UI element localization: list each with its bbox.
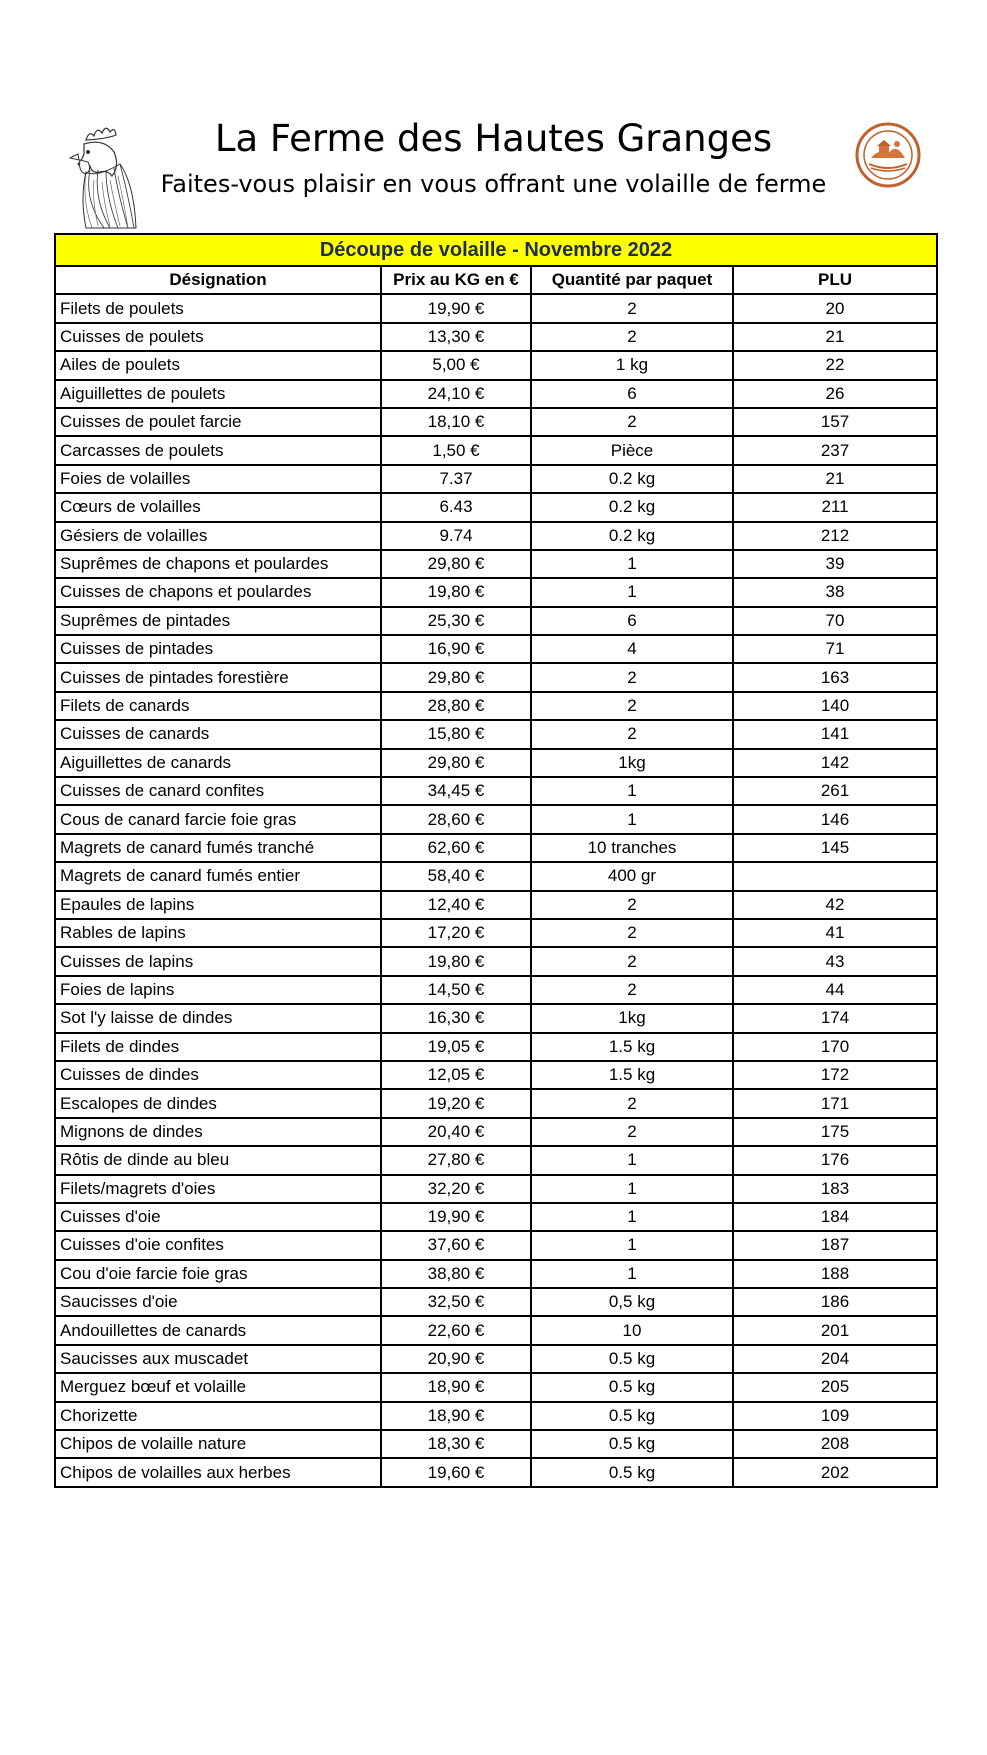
cell-designation: Filets/magrets d'oies xyxy=(55,1175,381,1203)
cell-price: 19,80 € xyxy=(381,947,531,975)
cell-price: 7.37 xyxy=(381,465,531,493)
table-row xyxy=(55,976,937,1004)
cell-price: 20,90 € xyxy=(381,1345,531,1373)
table-banner: Découpe de volaille - Novembre 2022 xyxy=(55,234,937,266)
cell-plu: 211 xyxy=(733,493,937,521)
cell-quantity: 2 xyxy=(531,408,733,436)
cell-designation: Foies de lapins xyxy=(55,976,381,1004)
cell-designation: Suprêmes de chapons et poulardes xyxy=(55,550,381,578)
cell-plu: 176 xyxy=(733,1146,937,1174)
table-row xyxy=(55,578,937,606)
table-row xyxy=(55,550,937,578)
table-row xyxy=(55,1146,937,1174)
cell-price: 19,60 € xyxy=(381,1458,531,1486)
cell-price: 15,80 € xyxy=(381,720,531,748)
cell-price: 17,20 € xyxy=(381,919,531,947)
cell-quantity: 0,5 kg xyxy=(531,1288,733,1316)
cell-plu: 43 xyxy=(733,947,937,975)
table-row xyxy=(55,1175,937,1203)
table-header-row xyxy=(55,266,937,294)
cell-designation: Mignons de dindes xyxy=(55,1118,381,1146)
cell-plu: 187 xyxy=(733,1231,937,1259)
cell-quantity: 1 kg xyxy=(531,351,733,379)
cell-quantity: 10 tranches xyxy=(531,834,733,862)
cell-designation: Aiguillettes de canards xyxy=(55,749,381,777)
cell-price: 9.74 xyxy=(381,522,531,550)
table-body xyxy=(55,294,937,1486)
cell-price: 18,90 € xyxy=(381,1402,531,1430)
cell-quantity: 0.5 kg xyxy=(531,1458,733,1486)
cell-price: 18,30 € xyxy=(381,1430,531,1458)
table-row xyxy=(55,777,937,805)
table-row xyxy=(55,465,937,493)
cell-price: 32,50 € xyxy=(381,1288,531,1316)
cell-plu: 22 xyxy=(733,351,937,379)
cell-price: 5,00 € xyxy=(381,351,531,379)
cell-designation: Saucisses d'oie xyxy=(55,1288,381,1316)
table-banner-row xyxy=(55,234,937,266)
cell-plu: 39 xyxy=(733,550,937,578)
cell-plu: 208 xyxy=(733,1430,937,1458)
cell-quantity: 1 xyxy=(531,1175,733,1203)
cell-designation: Ailes de poulets xyxy=(55,351,381,379)
cell-quantity: 1.5 kg xyxy=(531,1061,733,1089)
cell-plu: 140 xyxy=(733,692,937,720)
cell-price: 22,60 € xyxy=(381,1316,531,1344)
cell-plu: 42 xyxy=(733,891,937,919)
cell-designation: Cuisses de pintades xyxy=(55,635,381,663)
cell-designation: Cuisses de chapons et poulardes xyxy=(55,578,381,606)
cell-price: 28,80 € xyxy=(381,692,531,720)
cell-designation: Chipos de volailles aux herbes xyxy=(55,1458,381,1486)
page-subtitle: Faites-vous plaisir en vous offrant une volaille de ferme xyxy=(160,170,827,198)
cell-price: 18,90 € xyxy=(381,1373,531,1401)
cell-price: 19,20 € xyxy=(381,1089,531,1117)
cell-price: 28,60 € xyxy=(381,805,531,833)
cell-plu: 20 xyxy=(733,294,937,322)
cell-designation: Filets de canards xyxy=(55,692,381,720)
cell-plu: 183 xyxy=(733,1175,937,1203)
cell-designation: Cuisses de dindes xyxy=(55,1061,381,1089)
cell-designation: Suprêmes de pintades xyxy=(55,607,381,635)
cell-plu: 70 xyxy=(733,607,937,635)
cell-plu: 174 xyxy=(733,1004,937,1032)
table-row xyxy=(55,436,937,464)
header-designation: Désignation xyxy=(55,266,381,294)
cell-quantity: 1 xyxy=(531,805,733,833)
cell-plu: 21 xyxy=(733,323,937,351)
cell-price: 32,20 € xyxy=(381,1175,531,1203)
table-row xyxy=(55,919,937,947)
cell-designation: Epaules de lapins xyxy=(55,891,381,919)
cell-designation: Cuisses de lapins xyxy=(55,947,381,975)
cell-plu: 26 xyxy=(733,380,937,408)
cell-price: 14,50 € xyxy=(381,976,531,1004)
cell-quantity: 1 xyxy=(531,1146,733,1174)
cell-plu: 170 xyxy=(733,1033,937,1061)
table-row xyxy=(55,947,937,975)
cell-quantity: 2 xyxy=(531,891,733,919)
cell-quantity: 2 xyxy=(531,1089,733,1117)
table-row xyxy=(55,1373,937,1401)
cell-price: 19,90 € xyxy=(381,294,531,322)
cell-quantity: 0.5 kg xyxy=(531,1345,733,1373)
cell-plu: 204 xyxy=(733,1345,937,1373)
cell-plu: 71 xyxy=(733,635,937,663)
cell-designation: Gésiers de volailles xyxy=(55,522,381,550)
cell-designation: Saucisses aux muscadet xyxy=(55,1345,381,1373)
cell-price: 37,60 € xyxy=(381,1231,531,1259)
cell-quantity: 2 xyxy=(531,919,733,947)
cell-price: 19,90 € xyxy=(381,1203,531,1231)
cell-price: 58,40 € xyxy=(381,862,531,890)
cell-plu: 109 xyxy=(733,1402,937,1430)
header-quantity: Quantité par paquet xyxy=(531,266,733,294)
cell-price: 13,30 € xyxy=(381,323,531,351)
cell-designation: Sot l'y laisse de dindes xyxy=(55,1004,381,1032)
cell-quantity: 1 xyxy=(531,550,733,578)
cell-quantity: 1.5 kg xyxy=(531,1033,733,1061)
table-row xyxy=(55,1061,937,1089)
cell-quantity: 0.2 kg xyxy=(531,465,733,493)
cell-quantity: 1kg xyxy=(531,1004,733,1032)
table-row xyxy=(55,380,937,408)
cell-quantity: 10 xyxy=(531,1316,733,1344)
cell-price: 19,80 € xyxy=(381,578,531,606)
table-row xyxy=(55,749,937,777)
cell-plu: 21 xyxy=(733,465,937,493)
table-row xyxy=(55,1118,937,1146)
cell-plu: 171 xyxy=(733,1089,937,1117)
cell-quantity: 0.2 kg xyxy=(531,522,733,550)
cell-price: 24,10 € xyxy=(381,380,531,408)
cell-price: 29,80 € xyxy=(381,749,531,777)
cell-price: 12,40 € xyxy=(381,891,531,919)
cell-plu: 188 xyxy=(733,1260,937,1288)
cell-quantity: 0.2 kg xyxy=(531,493,733,521)
cell-designation: Chorizette xyxy=(55,1402,381,1430)
table-row xyxy=(55,1033,937,1061)
cell-designation: Cou d'oie farcie foie gras xyxy=(55,1260,381,1288)
cell-price: 38,80 € xyxy=(381,1260,531,1288)
table-row xyxy=(55,891,937,919)
table-row xyxy=(55,607,937,635)
cell-quantity: 2 xyxy=(531,663,733,691)
cell-quantity: 400 gr xyxy=(531,862,733,890)
cell-plu: 141 xyxy=(733,720,937,748)
cell-price: 16,90 € xyxy=(381,635,531,663)
cell-price: 6.43 xyxy=(381,493,531,521)
cell-designation: Filets de poulets xyxy=(55,294,381,322)
cell-quantity: 2 xyxy=(531,720,733,748)
table-row xyxy=(55,493,937,521)
cell-price: 19,05 € xyxy=(381,1033,531,1061)
table-row xyxy=(55,1231,937,1259)
cell-quantity: 0.5 kg xyxy=(531,1373,733,1401)
table-row xyxy=(55,1458,937,1486)
cell-quantity: 6 xyxy=(531,607,733,635)
cell-designation: Cuisses de canards xyxy=(55,720,381,748)
cell-designation: Rables de lapins xyxy=(55,919,381,947)
cell-plu: 163 xyxy=(733,663,937,691)
cell-quantity: 2 xyxy=(531,976,733,1004)
table-row xyxy=(55,834,937,862)
cell-plu: 184 xyxy=(733,1203,937,1231)
cell-price: 29,80 € xyxy=(381,663,531,691)
cell-price: 27,80 € xyxy=(381,1146,531,1174)
table-row xyxy=(55,522,937,550)
cell-quantity: 0.5 kg xyxy=(531,1402,733,1430)
cell-plu: 142 xyxy=(733,749,937,777)
cell-quantity: 1 xyxy=(531,1203,733,1231)
cell-price: 12,05 € xyxy=(381,1061,531,1089)
cell-designation: Magrets de canard fumés tranché xyxy=(55,834,381,862)
cell-plu: 175 xyxy=(733,1118,937,1146)
cell-designation: Escalopes de dindes xyxy=(55,1089,381,1117)
cell-plu: 38 xyxy=(733,578,937,606)
cell-plu: 41 xyxy=(733,919,937,947)
cell-price: 18,10 € xyxy=(381,408,531,436)
cell-plu: 212 xyxy=(733,522,937,550)
table-row xyxy=(55,1345,937,1373)
cell-designation: Cuisses d'oie xyxy=(55,1203,381,1231)
page-header xyxy=(0,0,987,230)
table-row xyxy=(55,1004,937,1032)
cell-designation: Andouillettes de canards xyxy=(55,1316,381,1344)
table-row xyxy=(55,1316,937,1344)
cell-price: 34,45 € xyxy=(381,777,531,805)
table-row xyxy=(55,351,937,379)
cell-plu: 172 xyxy=(733,1061,937,1089)
table-row xyxy=(55,862,937,890)
cell-quantity: 1 xyxy=(531,578,733,606)
table-row xyxy=(55,1430,937,1458)
cell-plu: 237 xyxy=(733,436,937,464)
cell-quantity: 4 xyxy=(531,635,733,663)
table-row xyxy=(55,805,937,833)
cell-quantity: 1 xyxy=(531,777,733,805)
cell-price: 25,30 € xyxy=(381,607,531,635)
page-title: La Ferme des Hautes Granges xyxy=(214,117,773,160)
cell-plu: 201 xyxy=(733,1316,937,1344)
cell-quantity: 2 xyxy=(531,692,733,720)
cell-designation: Cœurs de volailles xyxy=(55,493,381,521)
cell-designation: Carcasses de poulets xyxy=(55,436,381,464)
table-row xyxy=(55,720,937,748)
cell-plu: 186 xyxy=(733,1288,937,1316)
cell-quantity: 2 xyxy=(531,323,733,351)
cell-designation: Cuisses de poulet farcie xyxy=(55,408,381,436)
cell-quantity: 1kg xyxy=(531,749,733,777)
table-row xyxy=(55,1203,937,1231)
cell-designation: Cuisses de pintades forestière xyxy=(55,663,381,691)
cell-designation: Filets de dindes xyxy=(55,1033,381,1061)
cell-quantity: 2 xyxy=(531,1118,733,1146)
cell-designation: Cuisses de poulets xyxy=(55,323,381,351)
table-row xyxy=(55,1260,937,1288)
cell-designation: Aiguillettes de poulets xyxy=(55,380,381,408)
cell-quantity: 6 xyxy=(531,380,733,408)
cell-plu xyxy=(733,862,937,890)
cell-plu: 44 xyxy=(733,976,937,1004)
cell-price: 16,30 € xyxy=(381,1004,531,1032)
table-row xyxy=(55,1089,937,1117)
cell-quantity: 1 xyxy=(531,1260,733,1288)
cell-designation: Cuisses de canard confites xyxy=(55,777,381,805)
header-plu: PLU xyxy=(733,266,937,294)
farm-seal-icon xyxy=(853,120,923,190)
cell-quantity: 1 xyxy=(531,1231,733,1259)
table-row xyxy=(55,323,937,351)
table-row xyxy=(55,1402,937,1430)
cell-plu: 145 xyxy=(733,834,937,862)
cell-designation: Chipos de volaille nature xyxy=(55,1430,381,1458)
cell-designation: Merguez bœuf et volaille xyxy=(55,1373,381,1401)
table-row xyxy=(55,635,937,663)
table-row xyxy=(55,294,937,322)
cell-price: 20,40 € xyxy=(381,1118,531,1146)
cell-plu: 202 xyxy=(733,1458,937,1486)
cell-quantity: 0.5 kg xyxy=(531,1430,733,1458)
cell-price: 1,50 € xyxy=(381,436,531,464)
price-table xyxy=(54,233,938,1488)
cell-price: 62,60 € xyxy=(381,834,531,862)
cell-plu: 146 xyxy=(733,805,937,833)
header-price: Prix au KG en € xyxy=(381,266,531,294)
cell-price: 29,80 € xyxy=(381,550,531,578)
table-row xyxy=(55,408,937,436)
cell-plu: 157 xyxy=(733,408,937,436)
cell-designation: Foies de volailles xyxy=(55,465,381,493)
cell-quantity: 2 xyxy=(531,294,733,322)
table-row xyxy=(55,692,937,720)
cell-designation: Cous de canard farcie foie gras xyxy=(55,805,381,833)
price-table-container xyxy=(54,233,936,1488)
cell-designation: Cuisses d'oie confites xyxy=(55,1231,381,1259)
cell-designation: Rôtis de dinde au bleu xyxy=(55,1146,381,1174)
cell-designation: Magrets de canard fumés entier xyxy=(55,862,381,890)
table-row xyxy=(55,1288,937,1316)
cell-quantity: 2 xyxy=(531,947,733,975)
cell-quantity: Pièce xyxy=(531,436,733,464)
cell-plu: 205 xyxy=(733,1373,937,1401)
cell-plu: 261 xyxy=(733,777,937,805)
table-row xyxy=(55,663,937,691)
